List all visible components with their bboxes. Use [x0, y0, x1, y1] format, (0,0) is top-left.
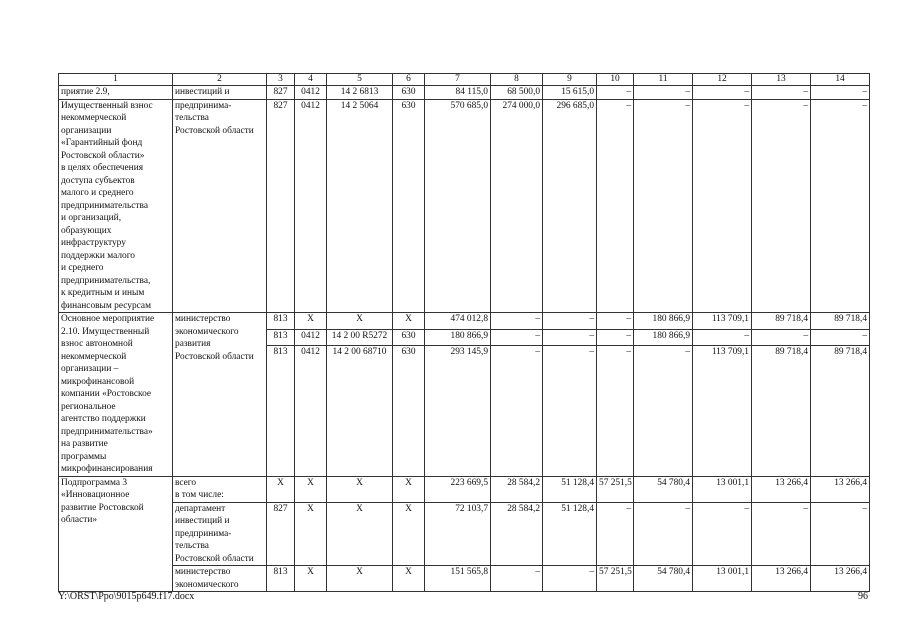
value-cell-col-10: – [597, 313, 634, 330]
value-cell-col-8: 28 584,2 [491, 476, 543, 502]
value-cell-col-4: Х [295, 502, 327, 566]
value-cell-col-10: – [597, 346, 634, 476]
value-cell-col-7: 84 115,0 [425, 86, 491, 100]
value-cell-col-14: 89 718,4 [811, 313, 870, 330]
value-cell-col-6: Х [393, 313, 425, 330]
value-cell-col-5: Х [327, 476, 393, 502]
value-cell-col-12: 113 709,1 [693, 346, 752, 476]
value-cell-col-5: 14 2 00 R5272 [327, 329, 393, 346]
value-cell-col-8: 274 000,0 [491, 99, 543, 313]
column-header-3: 3 [267, 74, 295, 86]
value-cell-col-3: 813 [267, 313, 295, 330]
value-cell-col-11: 54 780,4 [634, 476, 693, 502]
value-cell-col-13: – [752, 502, 811, 566]
value-cell-col-3: 813 [267, 566, 295, 592]
value-cell-col-5: Х [327, 502, 393, 566]
value-cell-col-14: – [811, 86, 870, 100]
table-row [59, 99, 870, 313]
column-header-9: 9 [543, 74, 597, 86]
column-header-11: 11 [634, 74, 693, 86]
executor-cell: всего в том числе: [173, 476, 267, 502]
table-row [59, 566, 870, 592]
column-header-10: 10 [597, 74, 634, 86]
value-cell-col-8: – [491, 346, 543, 476]
value-cell-col-8: – [491, 329, 543, 346]
value-cell-col-10: – [597, 329, 634, 346]
value-cell-col-9: 15 615,0 [543, 86, 597, 100]
value-cell-col-13: 13 266,4 [752, 476, 811, 502]
page-number: 96 [858, 591, 868, 602]
measure-description-cell: Основное мероприятие 2.10. Имущественный взнос автономной некоммерческой организации – микрофинансовой компании «Ростовское региональное агентство поддержки предпринимательства» на развитие программы микрофинансирования [59, 313, 173, 477]
document-path: Y:\ORST\Ppo\9015p649.f17.docx [58, 591, 195, 602]
value-cell-col-11: – [634, 502, 693, 566]
value-cell-col-13: 13 266,4 [752, 566, 811, 592]
value-cell-col-9: – [543, 313, 597, 330]
value-cell-col-13: – [752, 329, 811, 346]
value-cell-col-4: Х [295, 313, 327, 330]
value-cell-col-7: 474 012,8 [425, 313, 491, 330]
value-cell-col-11: – [634, 99, 693, 313]
value-cell-col-7: 72 103,7 [425, 502, 491, 566]
value-cell-col-10: – [597, 502, 634, 566]
column-header-12: 12 [693, 74, 752, 86]
value-cell-col-7: 293 145,9 [425, 346, 491, 476]
value-cell-col-13: 89 718,4 [752, 346, 811, 476]
value-cell-col-4: 0412 [295, 86, 327, 100]
value-cell-col-7: 223 669,5 [425, 476, 491, 502]
executor-cell: министерство экономического развития Ростовской области [173, 313, 267, 477]
value-cell-col-10: 57 251,5 [597, 476, 634, 502]
measure-description-cell: приятие 2.9, [59, 86, 173, 100]
value-cell-col-4: 0412 [295, 346, 327, 476]
table-row [59, 502, 870, 566]
value-cell-col-14: – [811, 99, 870, 313]
executor-cell: предпринима- тельства Ростовской области [173, 99, 267, 313]
value-cell-col-8: – [491, 313, 543, 330]
value-cell-col-4: Х [295, 476, 327, 502]
value-cell-col-9: – [543, 346, 597, 476]
executor-cell: министерство экономического [173, 566, 267, 592]
column-header-5: 5 [327, 74, 393, 86]
value-cell-col-12: – [693, 86, 752, 100]
value-cell-col-12: 13 001,1 [693, 566, 752, 592]
value-cell-col-10: – [597, 86, 634, 100]
value-cell-col-6: 630 [393, 86, 425, 100]
value-cell-col-12: – [693, 99, 752, 313]
value-cell-col-6: Х [393, 476, 425, 502]
value-cell-col-3: 827 [267, 99, 295, 313]
value-cell-col-11: 180 866,9 [634, 329, 693, 346]
value-cell-col-11: 54 780,4 [634, 566, 693, 592]
table-row [59, 313, 870, 330]
value-cell-col-13: – [752, 86, 811, 100]
column-header-1: 1 [59, 74, 173, 86]
value-cell-col-12: – [693, 329, 752, 346]
value-cell-col-14: 13 266,4 [811, 476, 870, 502]
value-cell-col-9: – [543, 329, 597, 346]
value-cell-col-10: – [597, 99, 634, 313]
value-cell-col-9: 51 128,4 [543, 476, 597, 502]
value-cell-col-12: 113 709,1 [693, 313, 752, 330]
column-header-2: 2 [173, 74, 267, 86]
value-cell-col-11: – [634, 346, 693, 476]
budget-table [58, 73, 870, 592]
executor-cell: департамент инвестиций и предпринима- тельства Ростовской области [173, 502, 267, 566]
value-cell-col-3: 813 [267, 346, 295, 476]
column-header-6: 6 [393, 74, 425, 86]
value-cell-col-6: Х [393, 502, 425, 566]
column-header-7: 7 [425, 74, 491, 86]
value-cell-col-10: 57 251,5 [597, 566, 634, 592]
table-header-row [59, 74, 870, 86]
value-cell-col-14: 89 718,4 [811, 346, 870, 476]
value-cell-col-14: – [811, 329, 870, 346]
value-cell-col-4: Х [295, 566, 327, 592]
value-cell-col-9: – [543, 566, 597, 592]
measure-description-cell: Имущественный взнос некоммерческой организации «Гарантийный фонд Ростовской области» в целях обеспечения доступа субъектов малого и среднего предпринимательства и организаций, образующих инфраструктуру поддержки малого и среднего предпринимательства, к кредитным и иным финансовым ресурсам [59, 99, 173, 313]
value-cell-col-7: 570 685,0 [425, 99, 491, 313]
table-row [59, 476, 870, 502]
value-cell-col-7: 180 866,9 [425, 329, 491, 346]
value-cell-col-3: 827 [267, 502, 295, 566]
value-cell-col-13: 89 718,4 [752, 313, 811, 330]
value-cell-col-7: 151 565,8 [425, 566, 491, 592]
value-cell-col-13: – [752, 99, 811, 313]
value-cell-col-11: 180 866,9 [634, 313, 693, 330]
value-cell-col-3: 813 [267, 329, 295, 346]
value-cell-col-9: 51 128,4 [543, 502, 597, 566]
value-cell-col-6: 630 [393, 329, 425, 346]
value-cell-col-6: Х [393, 566, 425, 592]
value-cell-col-8: 68 500,0 [491, 86, 543, 100]
column-header-14: 14 [811, 74, 870, 86]
value-cell-col-6: 630 [393, 99, 425, 313]
value-cell-col-11: – [634, 86, 693, 100]
value-cell-col-12: – [693, 502, 752, 566]
value-cell-col-9: 296 685,0 [543, 99, 597, 313]
executor-cell: инвестиций и [173, 86, 267, 100]
value-cell-col-14: 13 266,4 [811, 566, 870, 592]
value-cell-col-5: Х [327, 313, 393, 330]
value-cell-col-12: 13 001,1 [693, 476, 752, 502]
value-cell-col-8: – [491, 566, 543, 592]
value-cell-col-3: 827 [267, 86, 295, 100]
measure-description-cell: Подпрограмма 3 «Инновационное развитие Ростовской области» [59, 476, 173, 592]
value-cell-col-3: Х [267, 476, 295, 502]
value-cell-col-5: 14 2 00 68710 [327, 346, 393, 476]
value-cell-col-8: 28 584,2 [491, 502, 543, 566]
value-cell-col-5: 14 2 5064 [327, 99, 393, 313]
value-cell-col-6: 630 [393, 346, 425, 476]
value-cell-col-5: 14 2 6813 [327, 86, 393, 100]
column-header-4: 4 [295, 74, 327, 86]
column-header-13: 13 [752, 74, 811, 86]
value-cell-col-4: 0412 [295, 99, 327, 313]
value-cell-col-4: 0412 [295, 329, 327, 346]
table-row [59, 86, 870, 100]
value-cell-col-14: – [811, 502, 870, 566]
value-cell-col-5: Х [327, 566, 393, 592]
column-header-8: 8 [491, 74, 543, 86]
